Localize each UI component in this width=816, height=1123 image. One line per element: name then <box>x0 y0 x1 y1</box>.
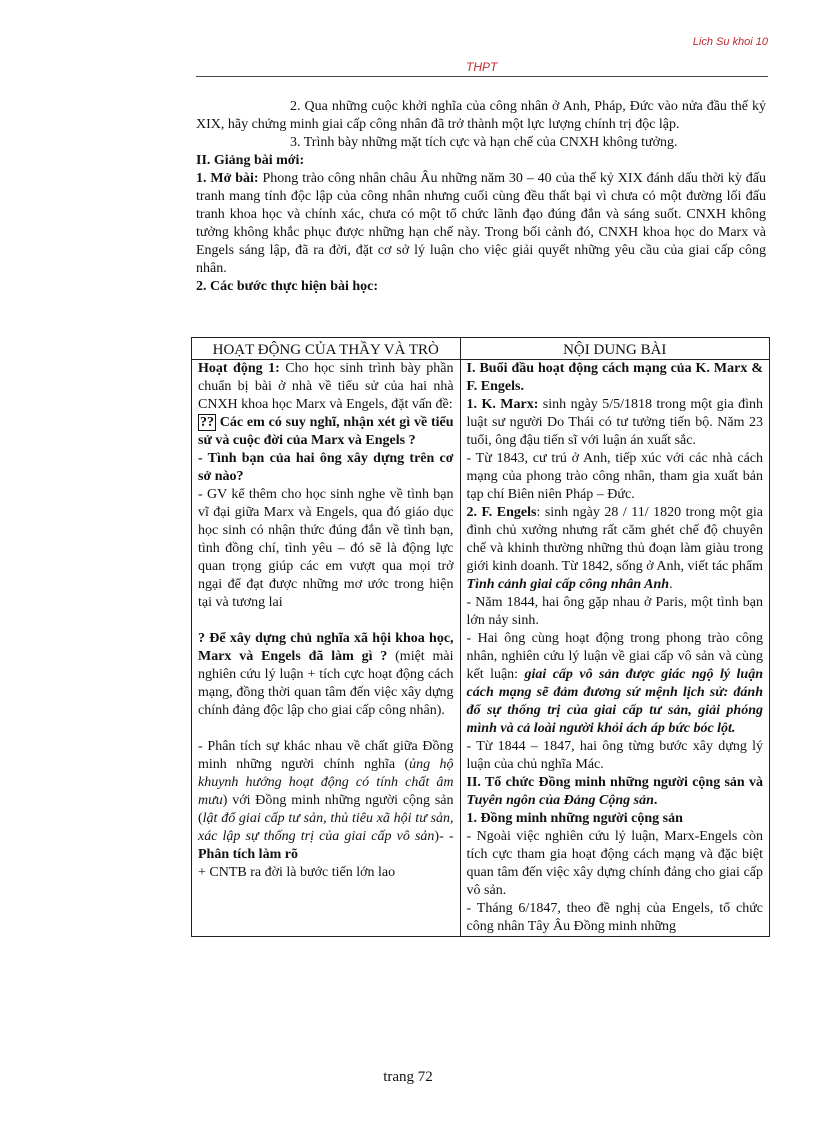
heading-2-a: II. Tổ chức Đồng minh những người cộng sản và <box>466 775 763 790</box>
meeting-1844: - Năm 1844, hai ông gặp nhau ở Paris, một tình bạn lớn nảy sinh. <box>466 595 763 628</box>
opening-text: Phong trào công nhân châu Âu những năm 30 – 40 của thế kỷ XIX đánh dấu thời kỳ đấu tranh mang tính độc lập của công nhân nhưng cuối cùng đều thất bại vì chưa có một đường lối đấu tranh khoa học và chính xác, chưa có một tổ chức lãnh đạo đúng đắn và sáng suốt. CNXH không tưởng không khắc phục được những hạn chế này. Trong bối cảnh đó, CNXH khoa học do Marx và Engels sáng lập, đã ra đời, đặt cơ sở lý luận cho việc giải quyết những yêu cầu của giai cấp công nhân. <box>196 171 766 276</box>
header-school-label: Lich Su khoi 10 <box>692 36 768 48</box>
marx-label: 1. K. Marx: <box>466 397 539 412</box>
table-row <box>192 360 770 937</box>
analysis-text-a: - Phân tích sự khác nhau về chất giữa Đồng minh những người chính nghĩa ( <box>198 739 454 772</box>
question-biography: Các em có suy nghĩ, nhận xét gì về tiểu sử và cuộc đời của Marx và Engels ? <box>198 415 454 448</box>
analysis-text-e: )- - <box>434 829 454 844</box>
league-title: 1. Đồng minh những người cộng sản <box>466 811 683 826</box>
question-box: ?? <box>200 415 214 430</box>
opening-paragraph <box>196 170 766 278</box>
marx-text: sinh ngày 5/5/1818 trong một gia đình luật sư người Do Thái có tư tưởng tiến bộ. Năm 23 tuổi, ông đậu tiến sĩ với luận án xuất sắc. <box>466 397 764 448</box>
analysis-text-b: ủng hộ khuynh hướng hoạt động có tính chất âm mưu <box>198 757 454 808</box>
engels-book: Tình cảnh giai cấp công nhân Anh <box>466 577 670 592</box>
league-paragraph-2: - Tháng 6/1847, theo đề nghị của Engels, tổ chức công nhân Tây Âu Đồng minh những <box>466 901 763 934</box>
content-cell <box>460 360 769 937</box>
question-friendship: - Tình bạn của hai ông xây dựng trên cơ sở nào? <box>198 451 454 484</box>
header-divider <box>196 76 768 77</box>
heading-2-b: Tuyên ngôn của Đảng Cộng sản <box>466 793 654 808</box>
review-question-3: 3. Trình bày những mặt tích cực và hạn chế của CNXH không tưởng. <box>290 135 678 150</box>
analysis-text-d: lật đổ giai cấp tư sản, thủ tiêu xã hội tư sản, xác lập sự thống trị của giai cấp vô sản <box>198 811 454 844</box>
activity-1-text: Cho học sinh trình bày phần chuẩn bị bài ở nhà về tiểu sử của hai nhà CNXH khoa học Marx và Engels, đặt vấn đề: <box>198 361 454 412</box>
engels-label: 2. F. Engels <box>466 505 537 520</box>
content-heading-2 <box>467 774 763 810</box>
lesson-table <box>191 337 770 937</box>
analysis-text-f: Phân tích làm rõ <box>198 847 298 862</box>
review-question-2: 2. Qua những cuộc khởi nghĩa của công nhân ở Anh, Pháp, Đức vào nửa đầu thế kỷ XIX, hãy chứng minh giai cấp công nhân đã trở thành một lực lượng chính trị độc lập. <box>196 99 766 132</box>
intro-section <box>196 98 766 296</box>
header-center-label: THPT <box>466 60 498 74</box>
activities-cell <box>192 360 461 937</box>
conclusion-text: giai cấp vô sản được giác ngộ lý luận cách mạng sẽ đảm đương sứ mệnh lịch sử: đánh đổ sự thống trị của giai cấp tư sản, giải phóng mình và cả loài người khỏi ách áp bức bóc lột. <box>466 667 763 736</box>
engels-text: : sinh ngày 28 / 11/ 1820 trong một gia đình chủ xưởng nhưng rất căm ghét chế độ chuyên chế và khinh thường những thủ đoạn làm giàu trong giới kinh doanh. Từ 1842, sống ở Anh, viết tác phẩm <box>466 505 763 574</box>
page-number: trang 72 <box>383 1069 433 1085</box>
header-activities: HOẠT ĐỘNG CỦA THẦY VÀ TRÒ <box>192 338 461 360</box>
section-heading: II. Giảng bài mới: <box>196 153 305 168</box>
question-building: ? Để xây dựng chủ nghĩa xã hội khoa học, Marx và Engels đã làm gì ? <box>198 631 454 664</box>
opening-label: 1. Mở bài: <box>196 171 259 186</box>
teacher-note: - GV kể thêm cho học sinh nghe về tình bạn vĩ đại giữa Marx và Engels, qua đó giáo dục học sinh có nhận thức đúng đắn về tình bạn, tình đồng chí, tình yêu – đó sẽ là động lực quan trọng giúp các em vượt qua mọi trở ngại để đạt được những mơ ước trong hiện tại và tương lai <box>198 487 454 610</box>
activity-1-label: Hoạt động 1: <box>198 361 280 376</box>
heading-2-c: . <box>653 793 658 808</box>
league-paragraph-1: - Ngoài việc nghiên cứu lý luận, Marx-Engels còn tích cực tham gia hoạt động cách mạng và đặc biệt quan tâm đến việc xây dựng chính đảng cho giai cấp vô sản. <box>466 829 763 898</box>
conclusion-intro: - Hai ông cùng hoạt động trong phong trào công nhân, nghiên cứu lý luận về giai cấp vô sản và cùng kết luận: <box>466 631 763 682</box>
cntb-note: + CNTB ra đời là bước tiến lớn lao <box>198 865 396 880</box>
steps-heading: 2. Các bước thực hiện bài học: <box>196 279 379 294</box>
marx-activity: - Từ 1843, cư trú ở Anh, tiếp xúc với các nhà cách mạng của phong trào công nhân, tham gia xuất bản tạp chí Biên niên Pháp – Đức. <box>466 451 763 502</box>
analysis-text-c: ) với Đồng minh những người cộng sản ( <box>198 793 454 826</box>
question-building-answer: (miệt mài nghiên cứu lý luận + tích cực hoạt động cách mạng, đồng thời quan tâm đến việc xây dựng chính đảng độc lập cho giai cấp công nhân). <box>198 649 454 718</box>
content-heading-1: I. Buổi đầu hoạt động cách mạng của K. Marx & F. Engels. <box>466 361 763 394</box>
table-header-row <box>192 338 770 360</box>
analysis-paragraph <box>198 738 454 864</box>
marxism-building: - Từ 1844 – 1847, hai ông từng bước xây dựng lý luận của chủ nghĩa Mác. <box>466 739 763 772</box>
header-content: NỘI DUNG BÀI <box>460 338 769 360</box>
engels-end: . <box>669 577 673 592</box>
